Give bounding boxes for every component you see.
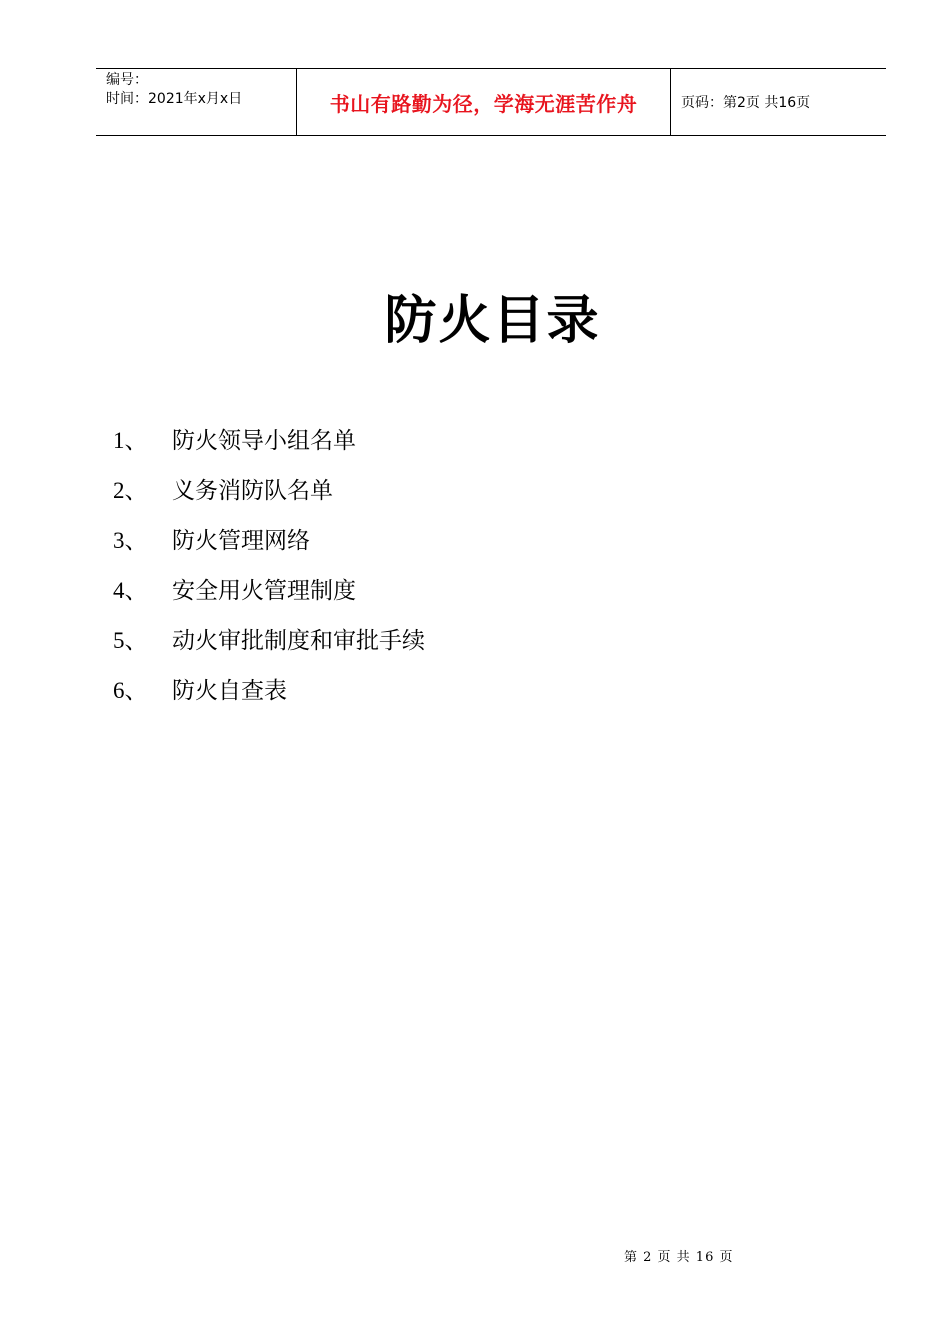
page-footer: 第 2 页 共 16 页 xyxy=(624,1250,734,1265)
toc-item xyxy=(113,520,425,570)
toc-item-number: 1、 xyxy=(113,428,148,453)
document-title: 防火目录 xyxy=(384,290,601,351)
toc-item-number: 2、 xyxy=(113,478,148,503)
page-header xyxy=(96,68,886,136)
page-info-text: 页码：第2页 共16页 xyxy=(681,95,811,111)
toc-item xyxy=(113,470,425,520)
toc-item-number: 5、 xyxy=(113,628,148,653)
toc-item-number: 3、 xyxy=(113,528,148,553)
time-label: 时间：2021年x月x日 xyxy=(106,91,243,107)
toc-item-number: 6、 xyxy=(113,678,148,703)
toc-item-text: 防火自查表 xyxy=(172,678,287,704)
toc-item-number: 4、 xyxy=(113,578,148,603)
toc-item-text: 动火审批制度和审批手续 xyxy=(172,628,425,654)
table-of-contents xyxy=(113,420,425,720)
header-motto-cell xyxy=(297,69,671,135)
toc-item xyxy=(113,620,425,670)
toc-item-text: 安全用火管理制度 xyxy=(172,578,356,604)
motto-text: 书山有路勤为径，学海无涯苦作舟 xyxy=(329,91,638,116)
header-page-cell xyxy=(671,69,886,135)
toc-item xyxy=(113,420,425,470)
toc-item-text: 义务消防队名单 xyxy=(172,478,333,504)
toc-item xyxy=(113,570,425,620)
toc-item-text: 防火管理网络 xyxy=(172,528,310,554)
toc-item-text: 防火领导小组名单 xyxy=(172,428,356,454)
number-label: 编号： xyxy=(106,72,148,88)
toc-item xyxy=(113,670,425,720)
header-meta-cell xyxy=(96,69,297,135)
